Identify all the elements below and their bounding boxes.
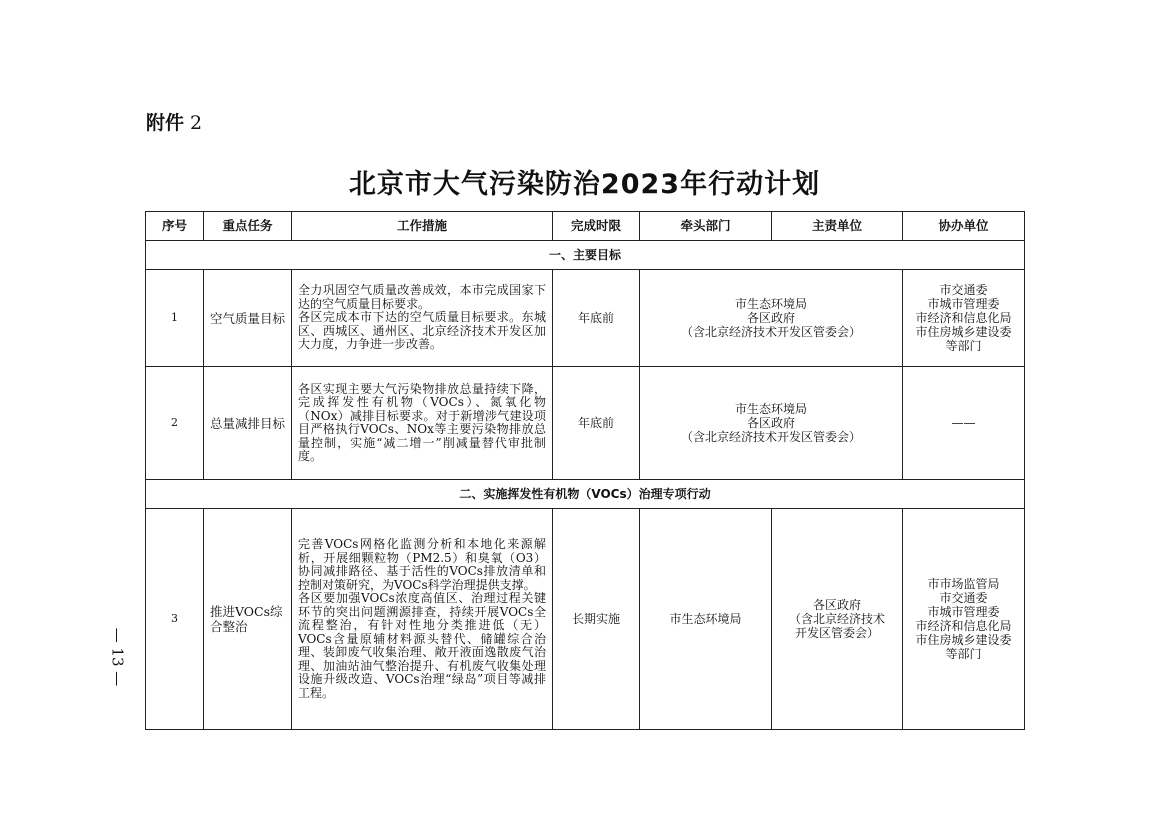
assist-line: 市交通委 <box>939 283 988 297</box>
assist-line: 市住房城乡建设委 <box>915 325 1012 339</box>
row-lead-responsible <box>640 367 903 480</box>
page-title: 北京市大气污染防治2023年行动计划 <box>348 169 821 200</box>
row-assist <box>903 270 1025 367</box>
lead-line: （含北京经济技术开发区管委会） <box>680 325 861 339</box>
row-lead-responsible <box>640 270 903 367</box>
assist-dash: —— <box>951 416 976 430</box>
header-seq: 序号 <box>146 212 204 241</box>
section-title: 一、主要目标 <box>146 241 1025 270</box>
lead-line: 各区政府 <box>746 416 795 430</box>
assist-line: 市城市管理委 <box>927 297 1000 311</box>
assist-line: 市市场监管局 <box>927 577 1000 591</box>
measure-paragraph: 全力巩固空气质量改善成效，本市完成国家下达的空气质量目标要求。 <box>298 283 546 311</box>
action-plan-table <box>145 211 1025 730</box>
assist-line: 市交通委 <box>939 591 988 605</box>
table-row <box>146 270 1025 367</box>
row-measures <box>292 270 553 367</box>
row-task: 空气质量目标 <box>204 270 292 367</box>
header-lead: 牵头部门 <box>640 212 772 241</box>
measure-paragraph: 各区完成本市下达的空气质量目标要求。东城区、西城区、通州区、北京经济技术开发区加大力度，力争进一步改善。 <box>298 310 546 352</box>
page-number: — 13 — <box>108 627 126 687</box>
row-lead: 市生态环境局 <box>640 509 772 730</box>
header-responsible: 主责单位 <box>772 212 903 241</box>
section-row <box>146 241 1025 270</box>
measure-paragraph: 各区要加强VOCs浓度高值区、治理过程关键环节的突出问题溯源排查，持续开展VOCs全流程整治，有针对性地分类推进低（无）VOCs含量原辅材料源头替代、储罐综合治理、装卸废气收集治理、敞开液面逸散废气治理、加油站油气整治提升、有机废气收集处理设施升级改造、VOCs治理“绿岛”项目等减排工程。 <box>298 591 546 700</box>
row-deadline: 年底前 <box>553 367 640 480</box>
assist-line: 等部门 <box>945 339 982 353</box>
table-row <box>146 509 1025 730</box>
resp-line: 开发区管委会） <box>794 626 879 640</box>
header-assist: 协办单位 <box>903 212 1025 241</box>
header-measures: 工作措施 <box>292 212 553 241</box>
row-seq: 2 <box>146 367 204 480</box>
attachment-label: 附件 2 <box>146 112 203 134</box>
row-assist <box>903 367 1025 480</box>
section-title: 二、实施挥发性有机物（VOCs）治理专项行动 <box>146 480 1025 509</box>
lead-line: （含北京经济技术开发区管委会） <box>680 430 861 444</box>
row-responsible <box>772 509 903 730</box>
table-row <box>146 367 1025 480</box>
table-header-row <box>146 212 1025 241</box>
header-task: 重点任务 <box>204 212 292 241</box>
resp-line: 各区政府 <box>812 598 861 612</box>
row-seq: 1 <box>146 270 204 367</box>
header-deadline: 完成时限 <box>553 212 640 241</box>
assist-line: 市经济和信息化局 <box>915 311 1012 325</box>
assist-line: 市经济和信息化局 <box>915 619 1012 633</box>
measure-paragraph: 各区实现主要大气污染物排放总量持续下降，完成挥发性有机物（VOCs）、氮氧化物（NOx）减排目标要求。对于新增涉气建设项目严格执行VOCs、NOx等主要污染物排放总量控制，实施“减二增一”削减量替代审批制度。 <box>298 381 546 463</box>
row-assist <box>903 509 1025 730</box>
row-task: 总量减排目标 <box>204 367 292 480</box>
assist-line: 等部门 <box>945 647 982 661</box>
row-task: 推进VOCs综合整治 <box>204 509 292 730</box>
lead-line: 市生态环境局 <box>734 402 807 416</box>
row-measures <box>292 509 553 730</box>
measure-paragraph: 完善VOCs网格化监测分析和本地化来源解析，开展细颗粒物（PM2.5）和臭氧（O3）协同减排路径、基于活性的VOCs排放清单和控制对策研究，为VOCs科学治理提供支撑。 <box>298 537 546 592</box>
row-deadline: 年底前 <box>553 270 640 367</box>
row-measures <box>292 367 553 480</box>
lead-line: 市生态环境局 <box>734 297 807 311</box>
lead-line: 各区政府 <box>746 311 795 325</box>
section-row <box>146 480 1025 509</box>
row-deadline: 长期实施 <box>553 509 640 730</box>
row-seq: 3 <box>146 509 204 730</box>
assist-line: 市城市管理委 <box>927 605 1000 619</box>
resp-line: （含北京经济技术 <box>788 612 885 626</box>
assist-line: 市住房城乡建设委 <box>915 633 1012 647</box>
